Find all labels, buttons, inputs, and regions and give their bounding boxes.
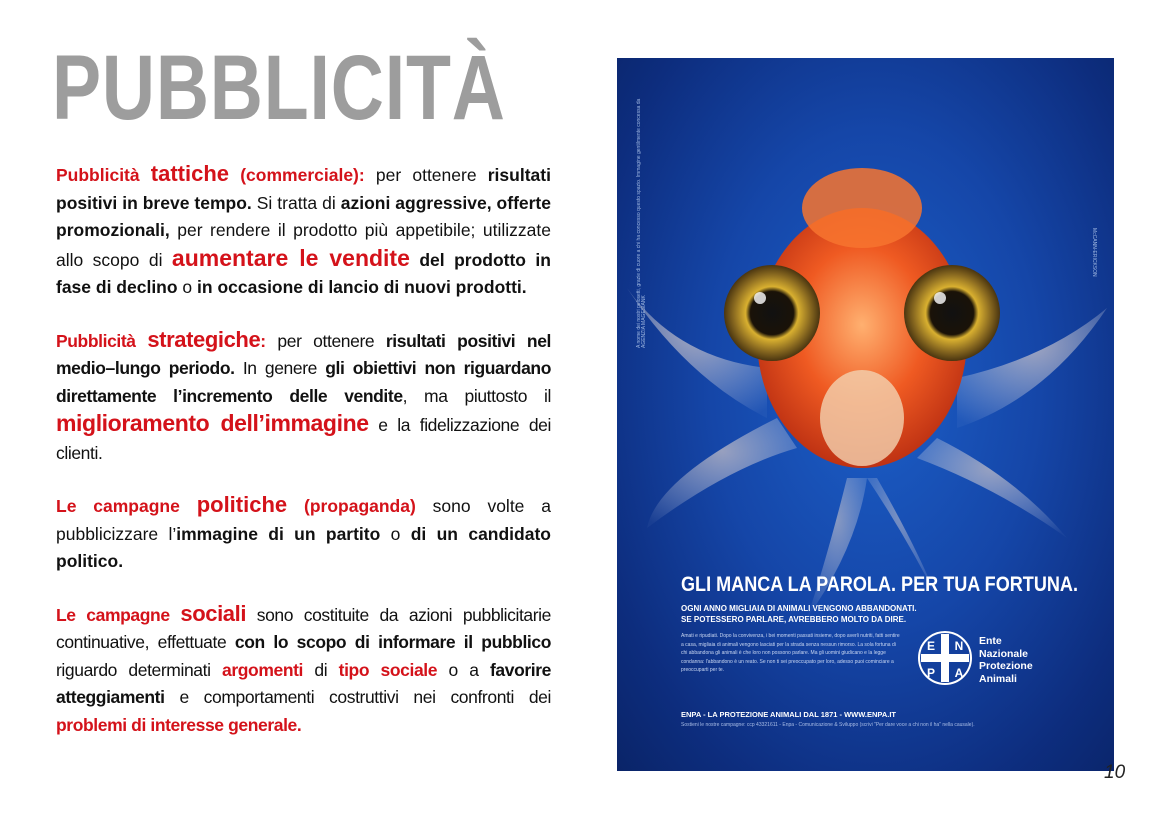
keyword-politiche: politiche bbox=[196, 492, 288, 517]
text: per rendere il prodotto più appetibile; utilizzate allo scopo di bbox=[56, 220, 551, 270]
text: o a bbox=[437, 659, 490, 680]
text: In genere bbox=[234, 358, 326, 378]
red-text-problemi: problemi di interesse generale. bbox=[56, 714, 302, 735]
bold-text: del prodotto in fase di declino bbox=[56, 249, 551, 297]
bold-text: gli obiettivi non riguardano direttamente l’incremento delle vendite bbox=[56, 358, 551, 406]
ad-subline-2: SE POTESSERO PARLARE, AVREBBERO MOLTO DA DIRE. bbox=[681, 615, 907, 624]
paragraph-lead: Le campagne bbox=[56, 604, 170, 625]
logo-letter-e: E bbox=[926, 639, 936, 653]
enpa-logo-icon bbox=[917, 630, 973, 686]
text bbox=[410, 250, 419, 270]
label-commerciale: (commerciale): bbox=[240, 165, 365, 185]
text: per ottenere bbox=[364, 165, 488, 185]
highlight-miglioramento-immagine: miglioramento dell’immagine bbox=[56, 410, 369, 436]
keyword-tattiche: tattiche bbox=[150, 161, 230, 186]
bold-text: favorire atteggiamenti bbox=[56, 659, 551, 707]
ad-body-text: Amati e ripudiati. Dopo la convivenza, i bei momenti passati insieme, dopo averli nutriti, fatti sentire a casa, migliaia di animali vengono lasciati per la strada senza nessun rimorso. La sola fortuna di chi abbandona gli animali è che loro non possono parlare. Ma gli uomini giudicano e la legge condanna: l'abbandono è un reato. Se non ti sei preoccupato per loro, adesso puoi cominciare a preoccuparti per te. bbox=[681, 633, 900, 673]
body-text bbox=[56, 160, 551, 739]
red-text-tipo-sociale: tipo sociale bbox=[338, 659, 438, 680]
paragraph-lead: Pubblicità bbox=[56, 330, 136, 351]
bold-text: con lo scopo di informare il pubblico bbox=[234, 632, 552, 652]
text: di bbox=[303, 659, 339, 680]
paragraph-politiche bbox=[56, 491, 551, 576]
text: o bbox=[177, 277, 198, 297]
bold-text: immagine di un partito bbox=[176, 523, 381, 544]
ad-side-credit: A nome dei nostri pelosetti, grazie di cuore a chi ha concesso questo spazio. Immagine gentilmente concessa da AGENZIA MAGESIANK bbox=[636, 98, 647, 348]
ad-agency-credit: McCANN-ERICKSON bbox=[1091, 228, 1097, 277]
enpa-advertisement bbox=[617, 58, 1114, 771]
enpa-logo-text bbox=[979, 635, 1033, 685]
text: o bbox=[380, 523, 411, 544]
text: , ma piuttosto il bbox=[402, 385, 551, 406]
colon: : bbox=[260, 330, 266, 351]
label-propaganda: (propaganda) bbox=[304, 496, 416, 516]
logo-text-line: Protezione bbox=[979, 660, 1033, 672]
text: per ottenere bbox=[265, 330, 386, 351]
logo-letter-a: A bbox=[954, 666, 964, 680]
text: e comportamenti costruttivi nei confronti dei bbox=[164, 687, 551, 707]
paragraph-strategiche bbox=[56, 326, 551, 468]
bold-text: risultati positivi in breve tempo. bbox=[56, 165, 551, 213]
paragraph-lead: Le campagne bbox=[56, 496, 180, 516]
red-text-argomenti: argomenti bbox=[222, 659, 303, 680]
ad-subline bbox=[681, 603, 917, 625]
bold-text: risultati positivi nel medio–lungo periodo. bbox=[56, 330, 551, 378]
ad-headline: GLI MANCA LA PAROLA. PER TUA FORTUNA. bbox=[681, 573, 1078, 596]
text: e la fidelizzazione dei clienti. bbox=[56, 415, 551, 463]
bold-text: in occasione di lancio di nuovi prodotti. bbox=[197, 277, 527, 297]
highlight-aumentare-vendite: aumentare le vendite bbox=[171, 244, 410, 271]
logo-text-line: Ente bbox=[979, 635, 1002, 647]
bold-text: azioni aggressive, offerte promozionali, bbox=[56, 192, 551, 240]
text: sono volte a pubblicizzare l’ bbox=[56, 496, 551, 544]
page-number: 10 bbox=[1104, 762, 1126, 783]
keyword-strategiche: strategiche bbox=[147, 326, 261, 352]
ad-footer-small: Sostieni le nostre campagne: ccp 43321611 - Enpa - Comunicazione & Sviluppo (scrivi "Per dare voce a chi non il ha" nella causale). bbox=[681, 722, 975, 728]
paragraph-sociali bbox=[56, 600, 551, 740]
text: Si tratta di bbox=[251, 192, 341, 213]
logo-letter-p: P bbox=[926, 666, 936, 680]
ad-footer: ENPA - LA PROTEZIONE ANIMALI DAL 1871 - WWW.ENPA.IT bbox=[681, 710, 897, 719]
page-title: PUBBLICITÀ bbox=[52, 37, 506, 139]
logo-letter-n: N bbox=[954, 639, 964, 653]
logo-text-line: Nazionale bbox=[979, 647, 1029, 660]
paragraph-lead: Pubblicità bbox=[56, 165, 140, 185]
ad-subline-1: OGNI ANNO MIGLIAIA DI ANIMALI VENGONO ABBANDONATI. bbox=[681, 604, 917, 613]
keyword-sociali: sociali bbox=[180, 600, 247, 626]
bold-text: di un candidato politico. bbox=[56, 523, 551, 571]
logo-text-line: Animali bbox=[979, 672, 1017, 685]
paragraph-tattiche bbox=[56, 160, 551, 302]
text: riguardo determinati bbox=[56, 659, 222, 680]
text: sono costituite da azioni pubblicitarie continuative, effettuate bbox=[56, 604, 552, 652]
